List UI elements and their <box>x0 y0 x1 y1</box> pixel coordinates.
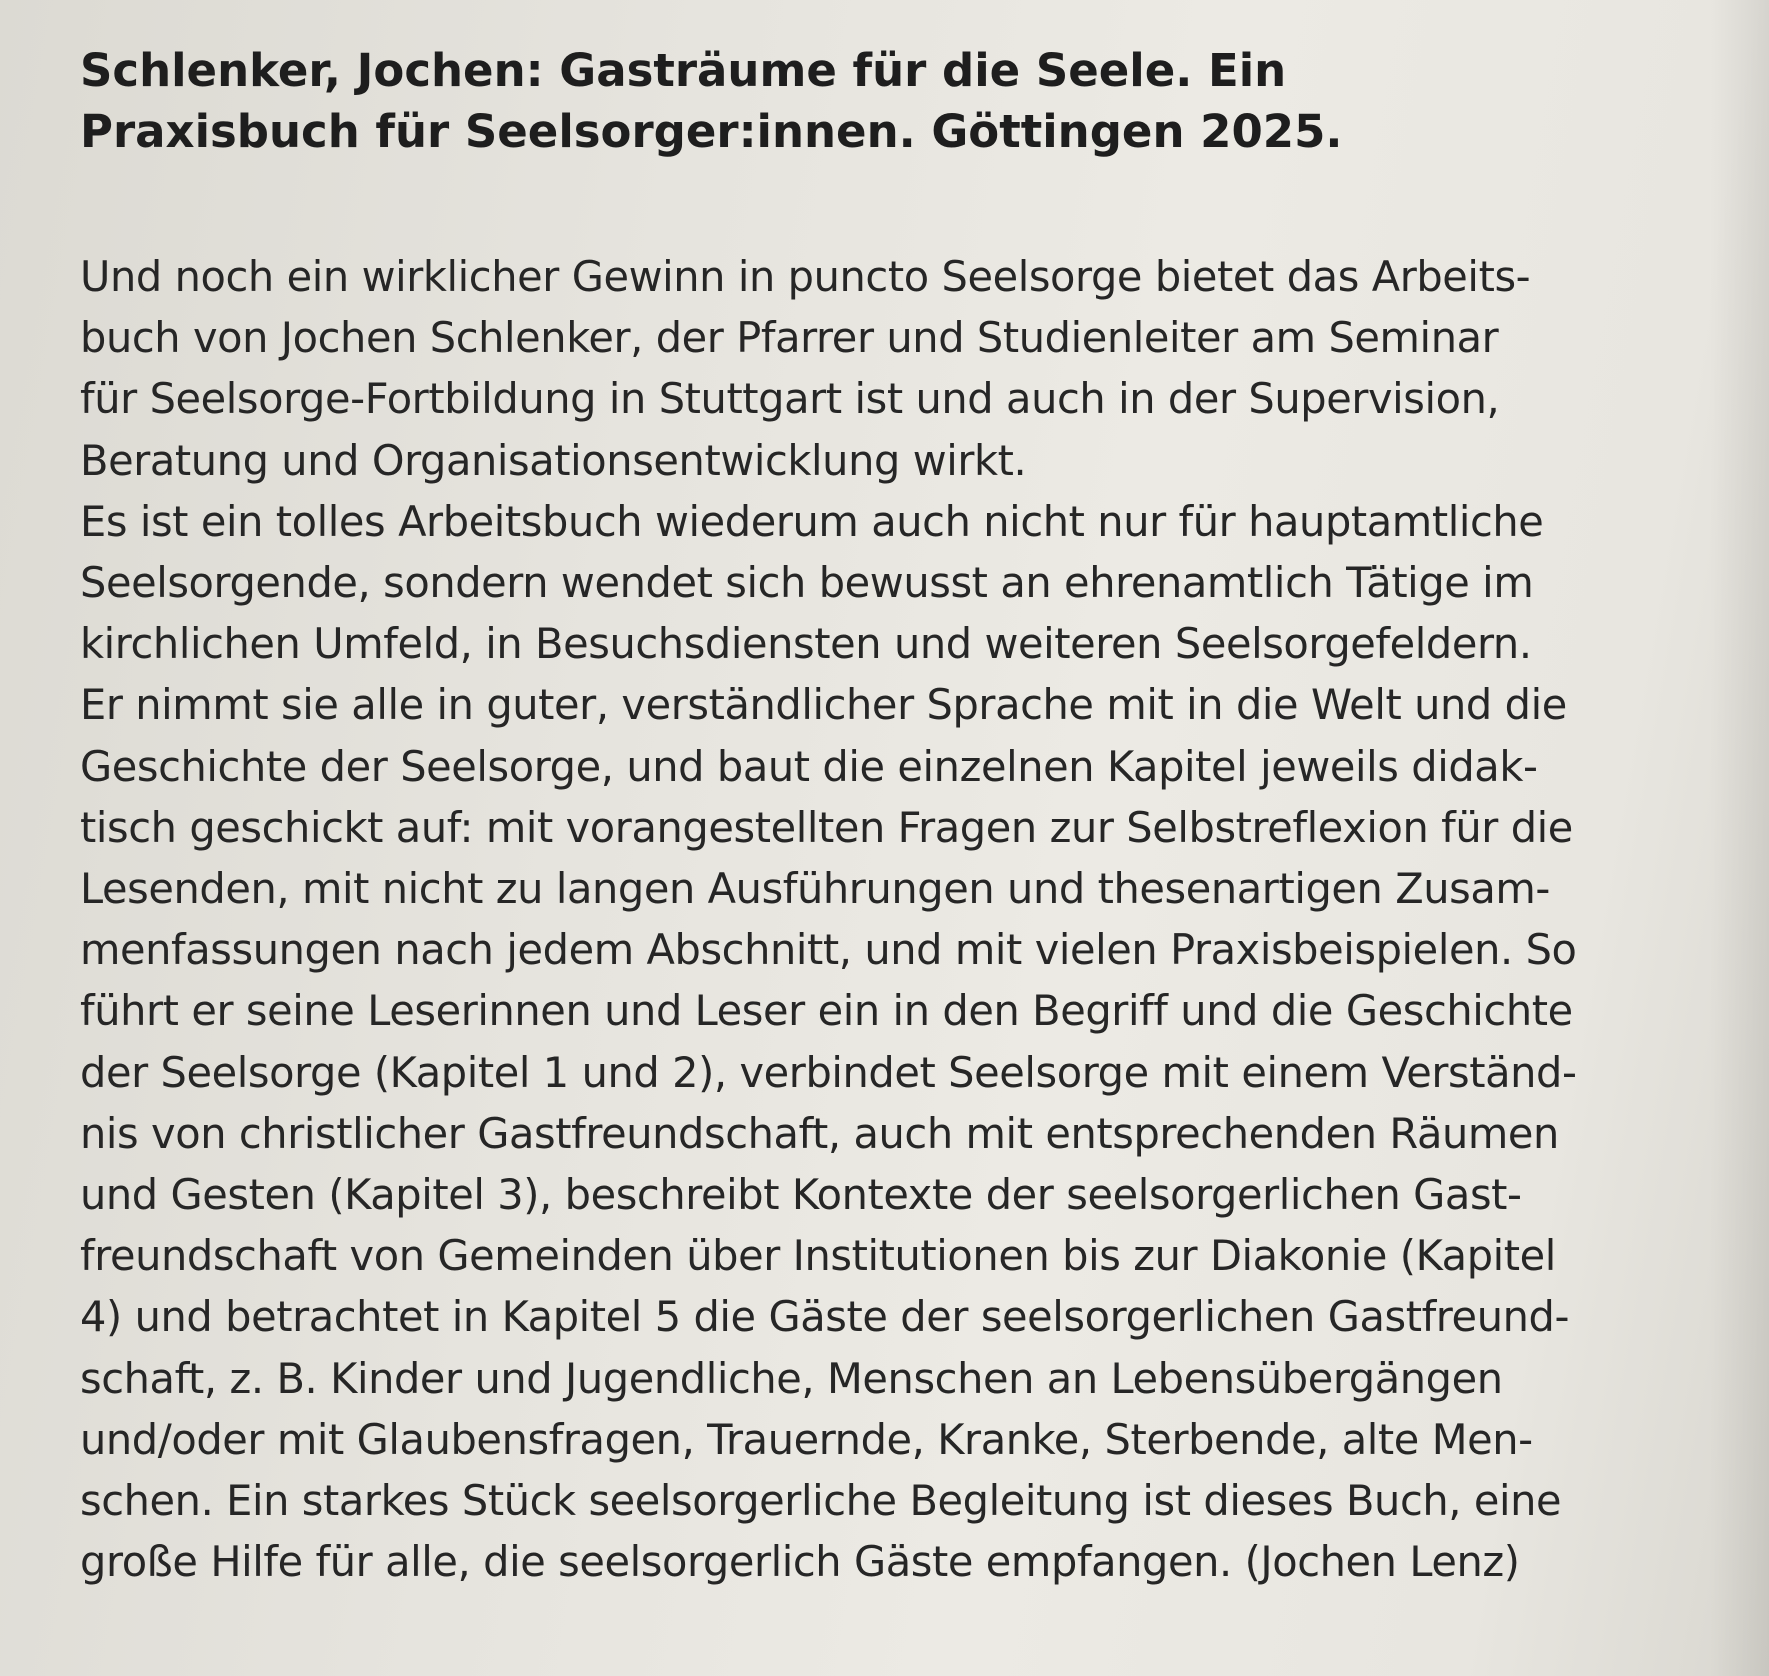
body-line: und Gesten (Kapitel 3), beschreibt Kontexte der seelsorgerlichen Gast- <box>80 1170 1522 1220</box>
body-line: für Seelsorge-Fortbildung in Stuttgart ist und auch in der Supervision, <box>80 374 1500 424</box>
title-line: Praxisbuch für Seelsorger:innen. Göttingen 2025. <box>80 105 1343 158</box>
body-line: Seelsorgende, sondern wendet sich bewusst an ehrenamtlich Tätige im <box>80 558 1534 608</box>
body-line: führt er seine Leserinnen und Leser ein in den Begriff und die Geschichte <box>80 986 1573 1036</box>
body-line: nis von christlicher Gastfreundschaft, auch mit entsprechenden Räumen <box>80 1108 1559 1158</box>
body-line: tisch geschickt auf: mit vorangestellten Fragen zur Selbstreflexion für die <box>80 802 1573 852</box>
body-line: Beratung und Organisationsentwicklung wirkt. <box>80 435 1027 485</box>
body-line: menfassungen nach jedem Abschnitt, und mit vielen Praxisbeispielen. So <box>80 925 1577 975</box>
body-line: schen. Ein starkes Stück seelsorgerliche Begleitung ist dieses Buch, eine <box>80 1476 1562 1526</box>
body-line: Geschichte der Seelsorge, und baut die einzelnen Kapitel jeweils didak- <box>80 741 1538 791</box>
body-line: buch von Jochen Schlenker, der Pfarrer und Studienleiter am Seminar <box>80 313 1499 363</box>
body-line: Er nimmt sie alle in guter, verständlicher Sprache mit in die Welt und die <box>80 680 1567 730</box>
body-line: der Seelsorge (Kapitel 1 und 2), verbindet Seelsorge mit einem Verständ- <box>80 1047 1577 1097</box>
body-line: Und noch ein wirklicher Gewinn in puncto Seelsorge bietet das Arbeits- <box>80 252 1531 301</box>
body-line: freundschaft von Gemeinden über Institutionen bis zur Diakonie (Kapitel <box>80 1231 1556 1281</box>
title-line: Schlenker, Jochen: Gasträume für die Seele. Ein <box>80 44 1287 97</box>
body-line: große Hilfe für alle, die seelsorgerlich Gäste empfangen. (Jochen Lenz) <box>80 1537 1520 1587</box>
body-line: und/oder mit Glaubensfragen, Trauernde, Kranke, Sterbende, alte Men- <box>80 1414 1533 1464</box>
body-line: schaft, z. B. Kinder und Jugendliche, Menschen an Lebensübergängen <box>80 1353 1503 1403</box>
review-body <box>80 246 1680 1592</box>
body-line: Es ist ein tolles Arbeitsbuch wiederum auch nicht nur für hauptamtliche <box>80 496 1544 546</box>
body-line: kirchlichen Umfeld, in Besuchsdiensten und weiteren Seelsorgefeldern. <box>80 619 1532 669</box>
body-line: 4) und betrachtet in Kapitel 5 die Gäste der seelsorgerlichen Gastfreund- <box>80 1292 1570 1342</box>
body-line: Lesenden, mit nicht zu langen Ausführungen und thesenartigen Zusam- <box>80 864 1550 914</box>
review-title <box>80 40 1640 162</box>
